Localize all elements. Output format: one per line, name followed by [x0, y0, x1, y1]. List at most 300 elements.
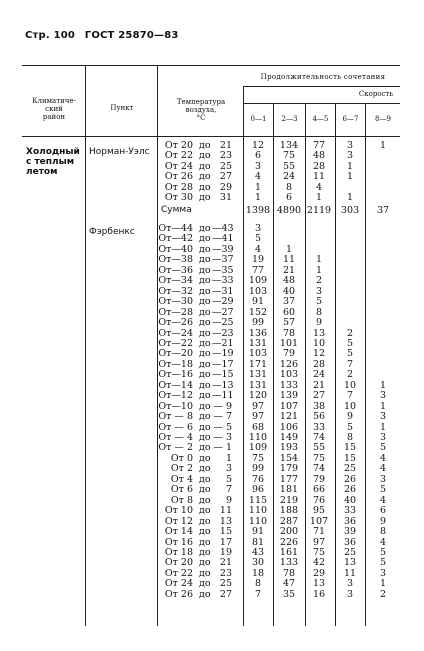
- temp-to: — 7: [213, 411, 232, 423]
- duration-cell: 78: [282, 327, 296, 339]
- temp-to: 21: [219, 557, 232, 569]
- duration-cell: 133: [279, 379, 299, 391]
- duration-cell: 4: [254, 243, 262, 255]
- duration-cell: 3: [379, 432, 387, 443]
- temp-to: 15: [219, 526, 232, 537]
- sum-cell: 37: [376, 205, 390, 216]
- duration-cell: 1: [315, 264, 323, 276]
- duration-cell: 19: [251, 254, 265, 266]
- duration-cell: 28: [312, 358, 326, 370]
- duration-cell: 11: [343, 567, 357, 579]
- temp-separator: до: [199, 526, 211, 537]
- temp-from: От 22: [164, 150, 193, 162]
- temp-from: От—18: [158, 358, 193, 370]
- duration-cell: 103: [248, 285, 268, 297]
- duration-cell: 13: [312, 327, 326, 339]
- temp-to: —25: [212, 317, 234, 329]
- temp-from: От 20: [164, 140, 193, 151]
- header-bottom-rule: [22, 136, 400, 137]
- temp-to: —33: [212, 275, 234, 287]
- temp-separator: до: [199, 432, 211, 443]
- temp-to: —27: [212, 306, 234, 318]
- duration-cell: 6: [379, 505, 387, 517]
- duration-cell: 26: [343, 484, 357, 496]
- duration-cell: 152: [248, 306, 268, 318]
- duration-cell: 181: [279, 484, 299, 496]
- temp-separator: до: [199, 317, 211, 329]
- duration-cell: 11: [282, 254, 296, 266]
- duration-cell: 81: [251, 536, 265, 548]
- duration-cell: 60: [282, 306, 296, 318]
- duration-cell: 3: [379, 567, 387, 579]
- duration-cell: 171: [248, 358, 268, 370]
- duration-cell: 9: [315, 317, 323, 329]
- duration-cell: 6: [285, 192, 293, 203]
- temp-from: От 28: [164, 181, 193, 193]
- temp-separator: до: [199, 400, 211, 412]
- duration-cell: 29: [312, 567, 326, 579]
- duration-cell: 1: [379, 140, 387, 151]
- duration-cell: 5: [379, 484, 387, 496]
- temp-separator: до: [199, 254, 211, 266]
- page-header: [25, 30, 185, 41]
- temp-to: 17: [219, 536, 232, 548]
- temp-separator: до: [199, 505, 211, 517]
- duration-cell: 57: [282, 317, 296, 329]
- temp-to: —43: [212, 223, 234, 234]
- temp-separator: до: [199, 411, 211, 423]
- duration-cell: 36: [343, 515, 357, 527]
- temp-separator: до: [199, 327, 211, 339]
- duration-cell: 76: [251, 473, 265, 485]
- temp-from: От 24: [164, 160, 193, 172]
- temp-separator: до: [199, 379, 211, 391]
- duration-cell: 4: [379, 463, 387, 475]
- temp-separator: до: [199, 463, 211, 475]
- duration-cell: 47: [282, 578, 296, 590]
- duration-cell: 9: [346, 411, 354, 423]
- duration-cell: 1: [379, 379, 387, 391]
- temp-separator: до: [199, 547, 211, 558]
- duration-cell: 139: [279, 390, 299, 402]
- temp-to: —35: [212, 264, 234, 276]
- duration-cell: 21: [312, 379, 326, 391]
- duration-cell: 91: [251, 526, 265, 537]
- duration-cell: 38: [312, 400, 326, 412]
- temp-separator: до: [199, 494, 211, 506]
- duration-cell: 28: [312, 160, 326, 172]
- duration-cell: 1: [346, 160, 354, 172]
- duration-cell: 1: [315, 254, 323, 266]
- duration-cell: 76: [312, 494, 326, 506]
- duration-cell: 99: [251, 317, 265, 329]
- duration-cell: 10: [343, 379, 357, 391]
- temp-separator: до: [199, 192, 211, 203]
- speed-range-3: 6—7: [342, 115, 359, 123]
- speed-range-0: 0—1: [250, 115, 267, 123]
- duration-cell: 21: [282, 264, 296, 276]
- temp-separator: до: [199, 588, 211, 600]
- duration-cell: 3: [254, 223, 262, 234]
- duration-cell: 5: [346, 348, 354, 360]
- duration-cell: 11: [312, 171, 326, 183]
- temp-separator: до: [199, 233, 211, 245]
- temp-from: От — 8: [158, 411, 193, 423]
- duration-cell: 15: [343, 442, 357, 454]
- temp-separator: до: [199, 484, 211, 496]
- temp-separator: до: [199, 515, 211, 527]
- rule-duration-under: [243, 86, 400, 87]
- duration-cell: 3: [346, 140, 354, 151]
- temp-separator: до: [199, 578, 211, 590]
- duration-cell: 131: [248, 379, 268, 391]
- duration-cell: 101: [279, 337, 299, 349]
- duration-cell: 8: [379, 526, 387, 537]
- temp-to: —17: [212, 358, 234, 370]
- header-station: Пункт: [110, 104, 134, 112]
- duration-cell: 40: [282, 285, 296, 297]
- temp-separator: до: [199, 567, 211, 579]
- duration-cell: 97: [251, 411, 265, 423]
- duration-cell: 107: [279, 400, 299, 412]
- temp-from: От—36: [158, 264, 193, 276]
- temp-separator: до: [199, 285, 211, 297]
- duration-cell: 5: [254, 233, 262, 245]
- temp-from: От—28: [158, 306, 193, 318]
- temp-to: —15: [212, 369, 234, 381]
- duration-cell: 7: [254, 588, 262, 600]
- temp-separator: до: [199, 473, 211, 485]
- duration-cell: 110: [248, 515, 268, 527]
- temp-to: — 9: [213, 400, 232, 412]
- duration-cell: 121: [279, 411, 299, 423]
- duration-cell: 10: [312, 337, 326, 349]
- temp-to: —13: [212, 379, 234, 391]
- duration-cell: 25: [343, 547, 357, 558]
- duration-cell: 1: [346, 171, 354, 183]
- speed-range-2: 4—5: [312, 115, 329, 123]
- temp-to: 5: [225, 473, 232, 485]
- duration-cell: 2: [379, 588, 387, 600]
- temp-from: От—44: [158, 223, 193, 234]
- duration-cell: 1: [379, 578, 387, 590]
- temp-from: От — 6: [158, 421, 193, 433]
- duration-cell: 3: [346, 150, 354, 162]
- temp-to: 1: [225, 452, 232, 464]
- temp-from: От—20: [158, 348, 193, 360]
- duration-cell: 96: [251, 484, 265, 496]
- temp-to: 19: [219, 547, 232, 558]
- duration-cell: 16: [312, 588, 326, 600]
- duration-cell: 75: [312, 547, 326, 558]
- duration-cell: 8: [315, 306, 323, 318]
- temp-to: — 5: [213, 421, 232, 433]
- temp-from: От 14: [164, 526, 193, 537]
- duration-cell: 133: [279, 557, 299, 569]
- duration-cell: 35: [282, 588, 296, 600]
- speed-range-1: 2—3: [281, 115, 298, 123]
- temp-to: 9: [225, 494, 232, 506]
- duration-cell: 55: [282, 160, 296, 172]
- temp-separator: до: [199, 358, 211, 370]
- duration-cell: 154: [279, 452, 299, 464]
- duration-cell: 106: [279, 421, 299, 433]
- duration-cell: 109: [248, 442, 268, 454]
- duration-cell: 27: [312, 390, 326, 402]
- temp-from: От 2: [170, 463, 193, 475]
- temp-from: От—22: [158, 337, 193, 349]
- temp-to: — 3: [213, 432, 232, 443]
- duration-cell: 107: [309, 515, 329, 527]
- temp-to: —19: [212, 348, 234, 360]
- temp-from: От—10: [158, 400, 193, 412]
- temp-to: 21: [219, 140, 232, 151]
- temp-to: 11: [219, 505, 232, 517]
- rule-col-temp: [243, 86, 244, 626]
- duration-cell: 43: [251, 547, 265, 558]
- station-name: Норман-Уэлс: [89, 147, 150, 157]
- rule-col-s4: [365, 104, 366, 626]
- duration-cell: 12: [251, 140, 265, 151]
- duration-cell: 97: [312, 536, 326, 548]
- header-region: Климатиче- ский район: [32, 97, 76, 121]
- temp-to: 7: [225, 484, 232, 496]
- duration-cell: 39: [343, 526, 357, 537]
- duration-cell: 36: [343, 536, 357, 548]
- header-temperature: Температура воздуха, °С: [176, 98, 226, 122]
- duration-cell: 193: [279, 442, 299, 454]
- duration-cell: 37: [282, 296, 296, 308]
- duration-cell: 200: [279, 526, 299, 537]
- duration-cell: 99: [251, 463, 265, 475]
- temp-to: 27: [219, 171, 232, 183]
- temp-from: От 0: [170, 452, 193, 464]
- duration-cell: 77: [312, 140, 326, 151]
- duration-cell: 4: [315, 181, 323, 193]
- temp-separator: до: [199, 536, 211, 548]
- temp-separator: до: [199, 243, 211, 255]
- header-speed: Скорость: [358, 90, 394, 98]
- temp-separator: до: [199, 171, 211, 183]
- duration-cell: 136: [248, 327, 268, 339]
- temp-separator: до: [199, 181, 211, 193]
- duration-cell: 2: [346, 327, 354, 339]
- temp-from: От 16: [164, 536, 193, 548]
- duration-cell: 33: [312, 421, 326, 433]
- temp-from: От—26: [158, 317, 193, 329]
- duration-cell: 79: [282, 348, 296, 360]
- duration-cell: 103: [279, 369, 299, 381]
- duration-cell: 4: [379, 452, 387, 464]
- temp-to: —39: [212, 243, 234, 255]
- temp-from: От 30: [164, 192, 193, 203]
- duration-cell: 3: [254, 160, 262, 172]
- rule-col-s1: [273, 104, 274, 626]
- temp-separator: до: [199, 390, 211, 402]
- duration-cell: 1: [254, 192, 262, 203]
- duration-cell: 18: [251, 567, 265, 579]
- temp-to: 23: [219, 150, 232, 162]
- duration-cell: 42: [312, 557, 326, 569]
- temp-separator: до: [199, 442, 211, 454]
- duration-cell: 12: [312, 348, 326, 360]
- duration-cell: 15: [343, 452, 357, 464]
- temp-to: —31: [212, 285, 234, 297]
- duration-cell: 91: [251, 296, 265, 308]
- duration-cell: 219: [279, 494, 299, 506]
- sum-cell: 303: [340, 205, 360, 216]
- duration-cell: 26: [343, 473, 357, 485]
- temp-to: 25: [219, 160, 232, 172]
- duration-cell: 2: [346, 369, 354, 381]
- duration-cell: 131: [248, 337, 268, 349]
- duration-cell: 56: [312, 411, 326, 423]
- sum-cell: 2119: [306, 205, 332, 216]
- duration-cell: 1: [315, 192, 323, 203]
- sum-cell: 1398: [245, 205, 271, 216]
- duration-cell: 24: [312, 369, 326, 381]
- duration-cell: 8: [254, 578, 262, 590]
- rule-speed-under: [243, 103, 400, 104]
- duration-cell: 75: [312, 452, 326, 464]
- temp-separator: до: [199, 150, 211, 162]
- duration-cell: 25: [343, 463, 357, 475]
- temp-to: 27: [219, 588, 232, 600]
- temp-from: От 24: [164, 578, 193, 590]
- duration-cell: 75: [251, 452, 265, 464]
- duration-cell: 110: [248, 505, 268, 517]
- temp-separator: до: [199, 421, 211, 433]
- duration-cell: 13: [343, 557, 357, 569]
- duration-cell: 7: [346, 358, 354, 370]
- temp-separator: до: [199, 369, 211, 381]
- duration-cell: 126: [279, 358, 299, 370]
- duration-cell: 71: [312, 526, 326, 537]
- temp-from: От 12: [164, 515, 193, 527]
- rule-col-s3: [335, 104, 336, 626]
- duration-cell: 5: [379, 557, 387, 569]
- duration-cell: 5: [346, 421, 354, 433]
- duration-cell: 1: [254, 181, 262, 193]
- temp-from: От—14: [158, 379, 193, 391]
- temp-to: —37: [212, 254, 234, 266]
- temp-to: —21: [212, 337, 234, 349]
- duration-cell: 103: [248, 348, 268, 360]
- temp-separator: до: [199, 296, 211, 308]
- page-number: Стр. 100: [25, 30, 76, 41]
- station-name: Фэрбенкс: [89, 227, 135, 237]
- duration-cell: 77: [251, 264, 265, 276]
- duration-cell: 149: [279, 432, 299, 443]
- duration-cell: 120: [248, 390, 268, 402]
- temp-separator: до: [199, 337, 211, 349]
- temp-to: —41: [212, 233, 234, 245]
- duration-cell: 78: [282, 567, 296, 579]
- duration-cell: 66: [312, 484, 326, 496]
- duration-cell: 3: [346, 588, 354, 600]
- duration-cell: 4: [379, 536, 387, 548]
- temp-from: От 4: [170, 473, 193, 485]
- temp-from: От 20: [164, 557, 193, 569]
- temp-separator: до: [199, 452, 211, 464]
- duration-cell: 9: [379, 515, 387, 527]
- duration-cell: 48: [282, 275, 296, 287]
- duration-cell: 5: [315, 296, 323, 308]
- duration-cell: 24: [282, 171, 296, 183]
- duration-cell: 5: [379, 547, 387, 558]
- climate-region: Холодный с теплым летом: [26, 147, 80, 177]
- duration-cell: 1: [379, 400, 387, 412]
- duration-cell: 161: [279, 547, 299, 558]
- temp-to: 31: [219, 192, 232, 203]
- duration-cell: 110: [248, 432, 268, 443]
- duration-cell: 3: [379, 411, 387, 423]
- duration-cell: 97: [251, 400, 265, 412]
- duration-cell: 177: [279, 473, 299, 485]
- temp-from: От 22: [164, 567, 193, 579]
- duration-cell: 8: [285, 181, 293, 193]
- temp-separator: до: [199, 348, 211, 360]
- duration-cell: 131: [248, 369, 268, 381]
- duration-cell: 3: [379, 390, 387, 402]
- temp-from: От—40: [158, 243, 193, 255]
- temp-to: 25: [219, 578, 232, 590]
- duration-cell: 226: [279, 536, 299, 548]
- temp-to: —29: [212, 296, 234, 308]
- duration-cell: 4: [379, 494, 387, 506]
- duration-cell: 13: [312, 578, 326, 590]
- temp-from: От 26: [164, 171, 193, 183]
- temp-from: От—24: [158, 327, 193, 339]
- temp-from: От—34: [158, 275, 193, 287]
- temp-from: От 18: [164, 547, 193, 558]
- duration-cell: 10: [343, 400, 357, 412]
- duration-cell: 79: [312, 473, 326, 485]
- temp-to: 3: [225, 463, 232, 475]
- temp-from: От 26: [164, 588, 193, 600]
- temp-from: От—12: [158, 390, 193, 402]
- duration-cell: 33: [343, 505, 357, 517]
- duration-cell: 3: [315, 285, 323, 297]
- duration-cell: 8: [346, 432, 354, 443]
- duration-cell: 2: [315, 275, 323, 287]
- rule-col-region: [85, 66, 86, 626]
- table-top-rule: [22, 65, 400, 66]
- temp-from: От — 2: [158, 442, 193, 454]
- temp-to: — 1: [213, 442, 232, 454]
- temp-to: 29: [219, 181, 232, 193]
- duration-cell: 55: [312, 442, 326, 454]
- duration-cell: 1: [346, 192, 354, 203]
- temp-separator: до: [199, 264, 211, 276]
- duration-cell: 74: [312, 463, 326, 475]
- temp-separator: до: [199, 306, 211, 318]
- duration-cell: 5: [346, 337, 354, 349]
- temp-separator: до: [199, 275, 211, 287]
- header-duration: Продолжительность сочетания: [260, 73, 386, 81]
- temp-to: 13: [219, 515, 232, 527]
- duration-cell: 109: [248, 275, 268, 287]
- temp-from: От—42: [158, 233, 193, 245]
- duration-cell: 1: [379, 421, 387, 433]
- duration-cell: 74: [312, 432, 326, 443]
- duration-cell: 75: [282, 150, 296, 162]
- temp-from: От — 4: [158, 432, 193, 443]
- temp-from: От 6: [170, 484, 193, 496]
- temp-to: 23: [219, 567, 232, 579]
- duration-cell: 95: [312, 505, 326, 517]
- duration-cell: 6: [254, 150, 262, 162]
